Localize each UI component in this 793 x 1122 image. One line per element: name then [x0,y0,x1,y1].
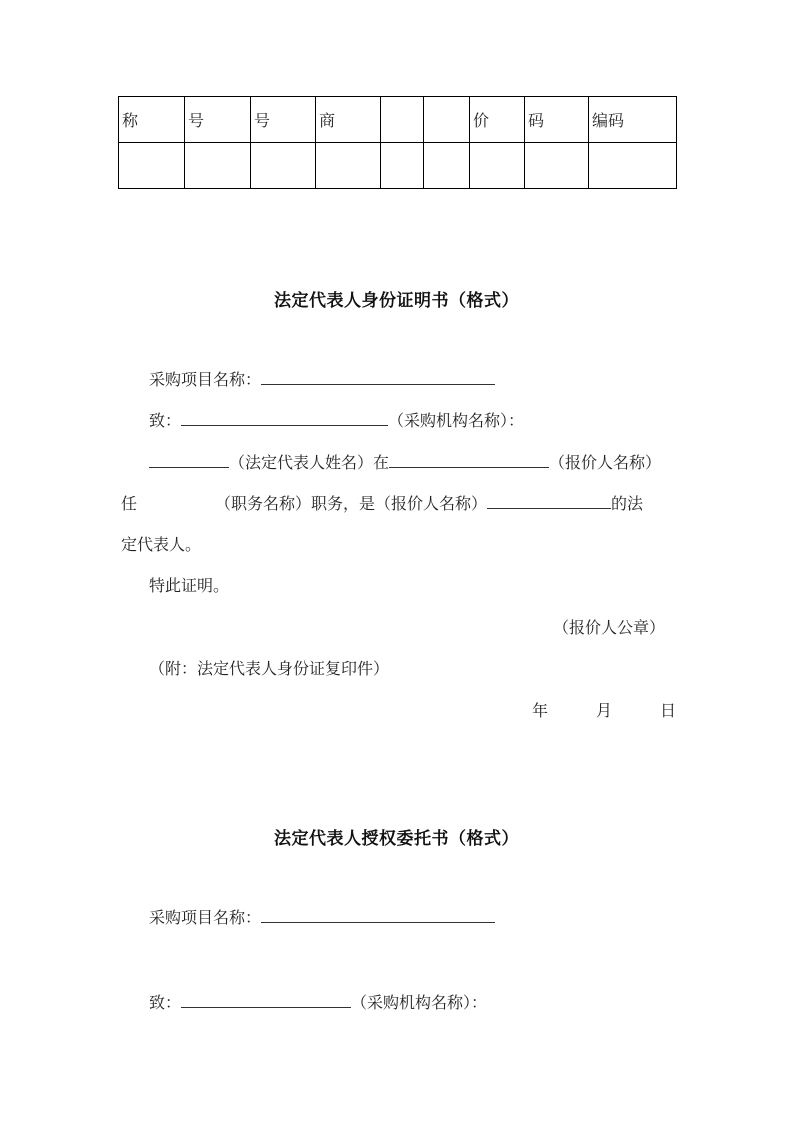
attachment-text: （附：法定代表人身份证复印件） [149,659,390,678]
appoint-prefix: 任 [121,494,138,513]
project-name-label: 采购项目名称： [149,908,262,927]
date-year: 年 [532,701,549,720]
identity-form-title: 法定代表人身份证明书（格式） [274,291,519,311]
table-header-cell [381,97,424,143]
authorization-to-line [149,992,487,1013]
table-header-cell: 码 [525,97,589,143]
appoint-suffix: 的法 [611,494,644,513]
table-header-cell: 号 [251,97,316,143]
to-label: 致： [149,411,182,430]
table-cell[interactable] [251,143,316,189]
table-cell[interactable] [589,143,677,189]
to-suffix: （采购机构名称）： [351,993,488,1012]
table-header-cell: 编码 [589,97,677,143]
to-label: 致： [149,993,182,1012]
table-row [119,143,677,189]
authorization-project-line [149,907,495,928]
position-label: （职务名称）职务，是（报价人名称） [215,494,488,513]
table-cell[interactable] [119,143,185,189]
project-name-field[interactable] [261,907,495,923]
rep-name-label: （法定代表人姓名）在 [229,453,390,472]
date-line [532,701,676,721]
table-cell[interactable] [316,143,381,189]
table-cell[interactable] [185,143,251,189]
seal-text: （报价人公章） [553,618,666,637]
bidder-name-label: （报价人名称） [549,453,662,472]
procurement-agency-field[interactable] [181,992,351,1008]
identity-appoint-continued: 定代表人。 [121,535,202,554]
table-header-cell: 号 [185,97,251,143]
certify-text: 特此证明。 [149,576,230,595]
table-header-cell: 商 [316,97,381,143]
date-month: 月 [596,701,613,720]
authorization-form-title: 法定代表人授权委托书（格式） [274,829,519,849]
bidder-name-field-2[interactable] [487,493,611,509]
table-cell[interactable] [470,143,525,189]
table-header-cell: 价 [470,97,525,143]
table-header-cell: 称 [119,97,185,143]
table-header-cell [424,97,470,143]
table-cell[interactable] [525,143,589,189]
identity-project-line [149,369,495,390]
project-name-field[interactable] [261,369,495,385]
table-header-row [119,97,677,143]
table-cell[interactable] [424,143,470,189]
procurement-agency-field[interactable] [181,410,388,426]
identity-rep-line [149,452,661,473]
rep-name-field[interactable] [149,452,229,468]
bidder-name-field[interactable] [389,452,549,468]
to-suffix: （采购机构名称）： [388,411,525,430]
item-table [118,96,677,189]
identity-appoint-line [121,493,643,514]
identity-to-line [149,410,524,431]
table-cell[interactable] [381,143,424,189]
project-name-label: 采购项目名称： [149,370,262,389]
date-day: 日 [660,701,677,720]
